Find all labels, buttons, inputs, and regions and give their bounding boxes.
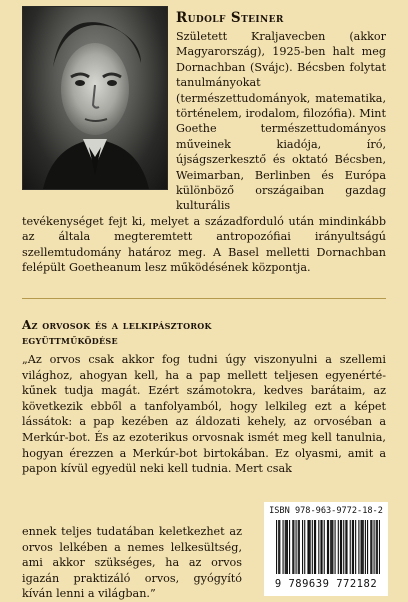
author-name: Rudolf Steiner xyxy=(176,10,284,26)
section-title-line-2: együttműködése xyxy=(22,333,118,347)
barcode-bars xyxy=(276,520,380,574)
isbn-label: ISBN 978-963-9772-18-2 xyxy=(269,506,383,516)
section-title xyxy=(22,318,386,348)
quote-text-end: ennek teljes tudatában keletkezhet az orvos lelkében a nemes lelkesültség, ami akkor szükséges, ha az orvos igazán praktizáló orvos, gyógyító kíván lenni a világban.” xyxy=(22,525,242,601)
barcode xyxy=(264,502,388,596)
section-title-line-1: Az orvosok és a lelkipásztorok xyxy=(22,318,212,332)
author-bio-top: Született Kraljavecben (akkor Magyarország), 1925-ben halt meg Dornachban (Svájc). Bécsben folytat tanulmányokat (természettudományok, matematika, történelem, irodalom, filozófia). Mint Goethe természettudományos műveinek kiadója, író, újságszerkesztő és oktató Bécsben, Weimarban, Berlinben és Európa különböző országaiban gazdag kulturális xyxy=(176,30,386,213)
section-divider xyxy=(22,298,386,299)
quote-text: „Az orvos csak akkor fog tudni úgy viszonyulni a szellemi világhoz, ahogyan kell, ha a pap mellett teljesen egyenértékűnek tudja magát. Ezért számotokra, kedves barátaim, az következik ebből a tanfolyamból, hogy lelkileg ezt a képet lássátok: a pap kezében az áldozati kehely, az orvoséban a Merkúr-bot. És az ezoterikus orvosnak ismét meg kell tanulnia, hogyan érezzen a Merkúr-bot birtokában. Ez olyasmi, amit a papon kívül egyedül neki kell tudnia. Mert csak xyxy=(22,353,386,476)
barcode-digits: 9 789639 772182 xyxy=(274,578,378,590)
author-bio-bottom: tevékenységet fejt ki, melyet a századforduló után mindinkább az általa megteremtett antropozófiai irányultságú szellemtudomány határoz meg. A Basel melletti Dornachban felépült Goetheanum lesz működésének központja. xyxy=(22,215,386,275)
author-portrait xyxy=(22,6,168,190)
